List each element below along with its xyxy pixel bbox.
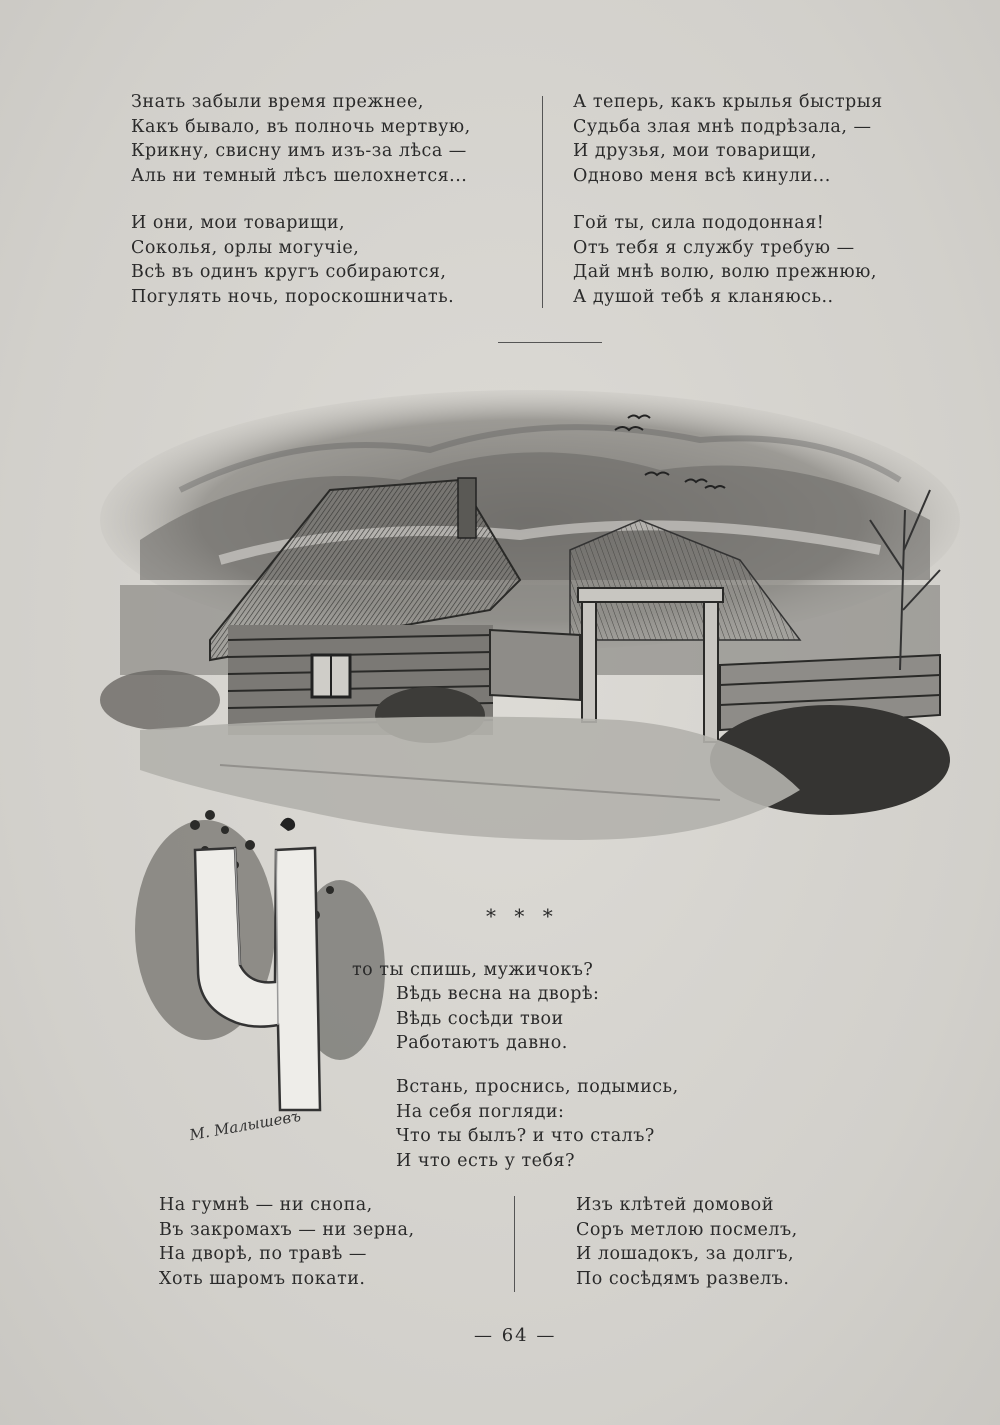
dirt-road bbox=[140, 717, 800, 840]
chimney bbox=[458, 478, 476, 538]
grass bbox=[100, 670, 220, 730]
verse-line: Крикну, свисну имъ изъ-за лѣса — bbox=[131, 141, 467, 161]
column-divider-bottom bbox=[514, 1196, 515, 1292]
verse-line: По сосѣдямъ развелъ. bbox=[576, 1268, 790, 1289]
verse-line: На дворѣ, по травѣ — bbox=[159, 1244, 367, 1264]
top-left-stanza-2 bbox=[131, 211, 454, 309]
verse-line: Соколья, орлы могучіе, bbox=[131, 237, 360, 258]
bottom-stanza-1-cont bbox=[396, 982, 599, 1056]
top-right-stanza-1 bbox=[573, 90, 883, 188]
verse-line: Работаютъ давно. bbox=[396, 1033, 568, 1053]
verse-line: Соръ метлою посмелъ, bbox=[576, 1219, 798, 1240]
verse-line: Вѣдь сосѣди твои bbox=[396, 1008, 564, 1029]
verse-line: А теперь, какъ крылья быстрыя bbox=[573, 92, 883, 112]
bottom-right-stanza bbox=[576, 1193, 798, 1291]
bottom-left-stanza bbox=[159, 1193, 415, 1291]
verse-line: Знать забыли время прежнее, bbox=[131, 92, 424, 112]
bottom-stanza-2 bbox=[396, 1075, 679, 1173]
verse-line: И друзья, мои товарищи, bbox=[573, 141, 818, 161]
verse-line: Хоть шаромъ покати. bbox=[159, 1268, 366, 1289]
bottom-stanza-1 bbox=[352, 958, 593, 983]
page-number: — 64 — bbox=[474, 1325, 557, 1346]
verse-line: Что ты былъ? и что сталъ? bbox=[396, 1126, 655, 1146]
artist-signature: М. Малышевъ bbox=[188, 1106, 303, 1145]
verse-line: И они, мои товарищи, bbox=[131, 213, 346, 233]
top-left-stanza-1 bbox=[131, 90, 471, 188]
verse-line: На себя погляди: bbox=[396, 1101, 565, 1122]
poem-end-rule bbox=[498, 342, 602, 343]
verse-line: И лошадокъ, за долгъ, bbox=[576, 1244, 795, 1264]
verse-line: Всѣ въ одинъ кругъ собираются, bbox=[131, 262, 447, 282]
top-right-stanza-2 bbox=[573, 211, 877, 309]
verse-line: И что есть у тебя? bbox=[396, 1150, 575, 1171]
verse-line: На гумнѣ — ни снопа, bbox=[159, 1195, 373, 1215]
verse-line: Изъ клѣтей домовой bbox=[576, 1195, 774, 1215]
verse-line: Погулять ночь, пороскошничать. bbox=[131, 286, 455, 307]
verse-line: А душой тебѣ я кланяюсь.. bbox=[573, 286, 834, 307]
hut-engraving-illustration bbox=[100, 370, 960, 1190]
verse-line: Какъ бывало, въ полночь мертвую, bbox=[131, 116, 471, 137]
verse-line: Гой ты, сила пододонная! bbox=[573, 213, 825, 233]
verse-line: Въ закромахъ — ни зерна, bbox=[159, 1219, 415, 1240]
column-divider-top bbox=[542, 96, 543, 308]
verse-line: Встань, проснись, подымись, bbox=[396, 1077, 679, 1097]
verse-line: то ты спишь, мужичокъ? bbox=[352, 960, 594, 980]
section-stars: * * * bbox=[486, 904, 559, 928]
verse-line: Аль ни темный лѣсъ шелохнется... bbox=[131, 165, 468, 186]
verse-line: Вѣдь весна на дворѣ: bbox=[396, 984, 600, 1004]
verse-line: Судьба злая мнѣ подрѣзала, — bbox=[573, 116, 872, 137]
verse-line: Дай мнѣ волю, волю прежнюю, bbox=[573, 262, 877, 282]
verse-line: Одново меня всѣ кинули... bbox=[573, 165, 831, 186]
verse-line: Отъ тебя я службу требую — bbox=[573, 237, 855, 258]
